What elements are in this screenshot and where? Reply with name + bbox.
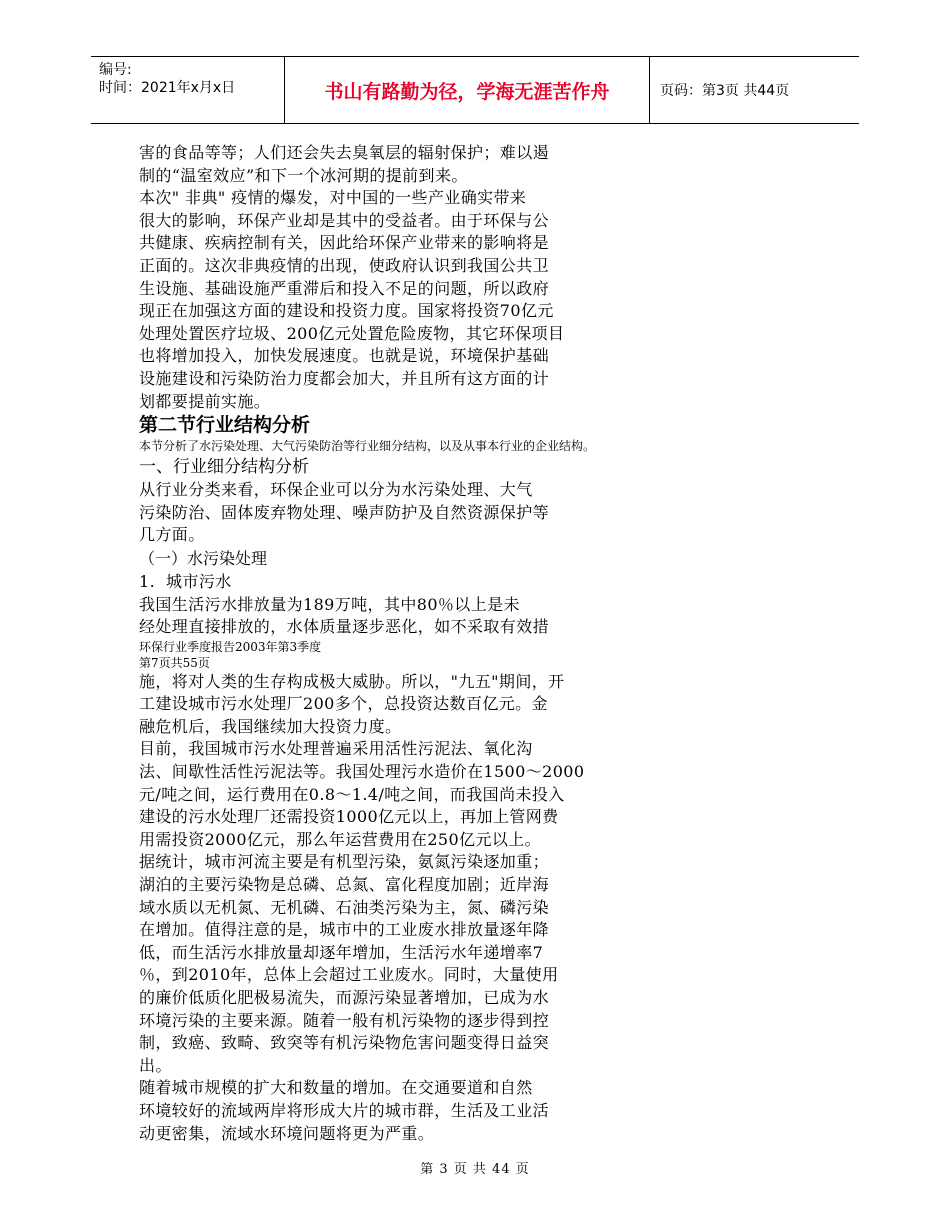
section-title: 第二节行业结构分析 bbox=[139, 414, 311, 437]
text-line: 也将增加投入，加快发展速度。也就是说，环境保护基础 bbox=[139, 346, 550, 366]
text-line: 湖泊的主要污染物是总磷、总氮、富化程度加剧；近岸海 bbox=[139, 875, 550, 895]
text-line: 害的食品等等；人们还会失去臭氧层的辐射保护；难以遏 bbox=[139, 143, 550, 162]
header-meta bbox=[91, 57, 285, 123]
text-line: 很大的影响，环保产业却是其中的受益者。由于环保与公 bbox=[139, 210, 550, 230]
text-line: 融危机后，我国继续加大投资力度。 bbox=[139, 716, 402, 736]
text-line: 据统计，城市河流主要是有机型污染，氨氮污染逐加重； bbox=[139, 852, 550, 872]
text-line: 低，而生活污水排放量却逐年增加，生活污水年递增率7 bbox=[139, 942, 544, 962]
text-line: 出。 bbox=[139, 1055, 172, 1075]
text-line: 正面的。这次非典疫情的出现，使政府认识到我国公共卫 bbox=[139, 255, 550, 275]
text-line: 几方面。 bbox=[139, 525, 205, 545]
sub-title: 一、行业细分结构分析 bbox=[139, 457, 309, 478]
item-title: 1. 城市污水 bbox=[139, 571, 232, 591]
text-line: 工建设城市污水处理厂200多个，总投资达数百亿元。金 bbox=[139, 694, 548, 714]
header-motto: 书山有路勤为径，学海无涯苦作舟 bbox=[285, 57, 650, 123]
page-header bbox=[91, 56, 859, 124]
text-line: 法、间歇性活性污泥法等。我国处理污水造价在1500～2000 bbox=[139, 762, 585, 782]
text-line: 环境较好的流域两岸将形成大片的城市群，生活及工业活 bbox=[139, 1100, 550, 1120]
text-line: 设施建设和污染防治力度都会加大，并且所有这方面的计 bbox=[139, 368, 550, 388]
text-line: 施，将对人类的生存构成极大威胁。所以，"九五"期间，开 bbox=[139, 671, 565, 691]
text-line: 制的“温室效应”和下一个冰河期的提前到来。 bbox=[139, 165, 468, 185]
text-line: 现正在加强这方面的建设和投资力度。国家将投资70亿元 bbox=[139, 301, 554, 321]
time-label: 时间：2021年x月x日 bbox=[99, 80, 236, 96]
text-line: 目前，我国城市污水处理普遍采用活性污泥法、氧化沟 bbox=[139, 739, 533, 759]
text-line: 建设的污水处理厂还需投资1000亿元以上，再加上管网费 bbox=[139, 807, 559, 827]
text-line: 动更密集，流域水环境问题将更为严重。 bbox=[139, 1123, 435, 1143]
text-line: 污染防治、固体废弃物处理、噪声防护及自然资源保护等 bbox=[139, 502, 550, 522]
text-line: 共健康、疾病控制有关，因此给环保产业带来的影响将是 bbox=[139, 233, 550, 253]
text-line: 域水质以无机氮、无机磷、石油类污染为主，氮、磷污染 bbox=[139, 897, 550, 917]
text-line: 的廉价低质化肥极易流失，而源污染显著增加，已成为水 bbox=[139, 988, 550, 1007]
text-line: 随着城市规模的扩大和数量的增加。在交通要道和自然 bbox=[139, 1078, 533, 1098]
header-page-info: 页码：第3页 共44页 bbox=[660, 83, 790, 99]
text-line: ％，到2010年，总体上会超过工业废水。同时，大量使用 bbox=[139, 965, 559, 985]
text-line: 在增加。值得注意的是，城市中的工业废水排放量逐年降 bbox=[139, 920, 550, 940]
text-line: 划都要提前实施。 bbox=[139, 391, 271, 411]
text-line: 元/吨之间，运行费用在0.8～1.4/吨之间，而我国尚未投入 bbox=[139, 784, 565, 804]
document-body bbox=[139, 142, 839, 1145]
subsub-title: （一）水污染处理 bbox=[139, 548, 268, 568]
source-line-1: 环保行业季度报告2003年第3季度 bbox=[139, 639, 322, 654]
source-line-2: 第7页共55页 bbox=[139, 655, 210, 670]
text-line: 经处理直接排放的，水体质量逐步恶化，如不采取有效措 bbox=[139, 617, 550, 637]
text-line: 我国生活污水排放量为189万吨，其中80％以上是未 bbox=[139, 594, 520, 614]
text-line: 制，致癌、致畸、致突等有机污染物危害问题变得日益突 bbox=[139, 1033, 550, 1053]
paragraph-block-d bbox=[139, 671, 839, 1145]
paragraph-block-c bbox=[139, 594, 839, 639]
text-line: 从行业分类来看，环保企业可以分为水污染处理、大气 bbox=[139, 480, 533, 500]
text-line: 用需投资2000亿元，那么年运营费用在250亿元以上。 bbox=[139, 829, 542, 849]
page-footer: 第 3 页 共 44 页 bbox=[420, 1162, 530, 1177]
text-line: 生设施、基础设施严重滞后和投入不足的问题，所以政府 bbox=[139, 278, 550, 298]
text-line: 处理处置医疗垃圾、200亿元处置危险废物，其它环保项目 bbox=[139, 323, 565, 343]
paragraph-block-a bbox=[139, 142, 839, 413]
paragraph-block-b bbox=[139, 479, 839, 547]
section-intro: 本节分析了水污染处理、大气污染防治等行业细分结构，以及从事本行业的企业结构。 bbox=[139, 439, 596, 454]
number-label: 编号: bbox=[99, 62, 132, 78]
text-line: 本次" 非典" 疫情的爆发，对中国的一些产业确实带来 bbox=[139, 188, 527, 208]
text-line: 环境污染的主要来源。随着一般有机污染物的逐步得到控 bbox=[139, 1010, 550, 1030]
